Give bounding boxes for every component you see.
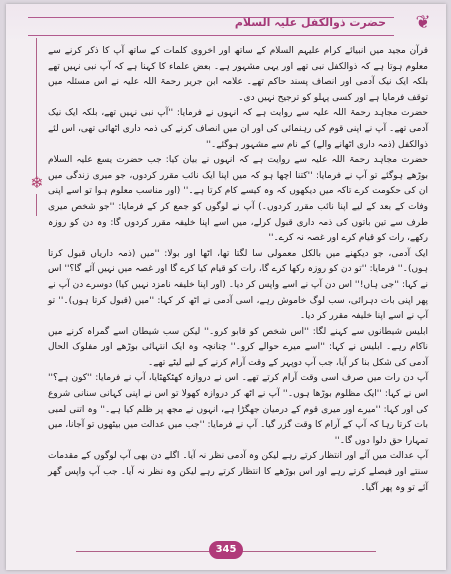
running-head-title: حضرت ذوالکفل علیہ السلام [234,16,386,29]
paragraph: آپ دن رات میں صرف اسی وقت آرام کرتے تھے۔ اس نے دروازہ کھٹکھٹایا، آپ نے فرمایا: ''کون ہے؟'' اس نے کہا: ''ایک مظلوم بوڑھا ہوں۔'' آپ نے اٹھ کر دروازہ کھولا تو اس نے اپنی کہانی سنانی شروع کی اور کہا: ''میرے اور میری قوم کے درمیان جھگڑا ہے، انہوں نے مجھ پر ظلم کیا ہے۔'' وہ اتنی لمبی بات کرتا رہا کہ آپ کے آرام کا وقت گزر گیا۔ آپ نے فرمایا: ''جب میں عدالت میں بیٹھوں تو آجانا، میں تمہارا حق دلوا دوں گا۔'' [48,373,428,446]
paragraph: آپ عدالت میں آئے اور انتظار کرتے رہے لیکن وہ آدمی نظر نہ آیا۔ اگلے دن بھی آپ لوگوں کے مقدمات سنتے اور فیصلے کرتے رہے اور اس بوڑھے کا انتظار کرتے رہے لیکن وہ نظر نہ آیا۔ جب آپ واپس گھر آئے تو وہ پھر آگیا۔ [48,451,428,493]
margin-rule [36,38,37,178]
snowflake-ornament-icon: ❄ [30,173,44,192]
paragraph: حضرت مجاہد رحمۃ اللہ علیہ سے روایت ہے کہ انہوں نے بیان کیا: جب حضرت یسع علیہ السلام بوڑھے ہوگئے تو آپ نے فرمایا: ''کتنا اچھا ہو کہ میں اپنا ایک نائب مقرر کردوں، جو میری زندگی میں ان کی حکومت کرے تاکہ میں دیکھوں کہ وہ کیسے کام کرتا ہے۔'' (اور مناسب معلوم ہوا تو اسے اپنی وفات کے بعد کے لیے اپنا نائب مقرر کردوں۔) آپ نے لوگوں کو جمع کر کے فرمایا: ''جو شخص میری طرف سے تین باتوں کی ذمہ داری قبول کرلے، میں اسے اپنا خلیفہ مقرر کردوں گا: وہ دن کو روزہ رکھے، رات کو قیام کرے اور غصہ نہ کرے۔'' [48,155,428,244]
paragraph: قرآن مجید میں انبیائے کرام علیہم السلام کے ساتھ اور اخروی کلمات کے ساتھ آپ کا ذکر کرنے سے معلوم ہوتا ہے کہ ذوالکفل نبی تھے اور یہی مشہور ہے۔ بعض علماء کا کہنا ہے کہ آپ نبی نہیں تھے بلکہ ایک نیک آدمی اور انصاف پسند حاکم تھے۔ علامہ ابن جریر رحمۃ اللہ علیہ نے اس مسئلہ میں توقف فرمایا ہے اور کسی پہلو کو ترجیح نہیں دی۔ [48,46,428,103]
paragraph: حضرت مجاہد رحمۃ اللہ علیہ سے روایت ہے کہ انہوں نے فرمایا: ''آپ نبی نہیں تھے، بلکہ ایک نیک آدمی تھے۔ آپ نے اپنی قوم کی رہنمائی کی اور ان میں انصاف کرنے کی ذمہ داری اٹھائی تھی، اس لئے ذوالکفل (ذمہ داری اٹھانے والے) کے نام سے مشہور ہوگئے۔'' [48,108,428,150]
page-footer [6,540,446,562]
ornament-tail [36,194,37,216]
paragraph: ابلیس شیطانوں سے کہنے لگا: ''اس شخص کو قابو کرو۔'' لیکن سب شیطان اسے گمراہ کرنے میں ناکام رہے۔ ابلیس نے کہا: ''اسے میرے حوالے کرو۔'' چنانچہ وہ ایک انتہائی بوڑھے اور مفلوک الحال آدمی کی شکل بنا کر آیا، جب آپ دوپہر کے وقت آرام کرنے کے لیے لیٹے تھے۔ [48,326,428,368]
book-page [6,4,446,570]
page-number-badge: 345 [209,541,243,559]
body-text [48,44,428,496]
paragraph: ایک آدمی، جو دیکھنے میں بالکل معمولی سا لگتا تھا، اٹھا اور بولا: ''میں (ذمہ داریاں قبول کرتا ہوں)۔'' فرمایا: ''تو دن کو روزہ رکھا کرے گا، رات کو قیام کیا کرے گا اور غصہ میں نہیں آئے گا؟'' اس نے کہا: ''جی ہاں!'' اس دن آپ نے اسے واپس کر دیا۔ (اور اپنا خلیفہ نامزد نہیں کیا) دوسرے دن آپ نے پھر اپنی بات دہرائی، سب لوگ خاموش رہے، اسی آدمی نے اٹھ کر کہا: ''میں (قبول کرتا ہوں)۔'' تو آپ نے اسے اپنا خلیفہ مقرر کر دیا۔ [48,248,428,322]
floral-corner-icon: ❦ [415,12,431,33]
